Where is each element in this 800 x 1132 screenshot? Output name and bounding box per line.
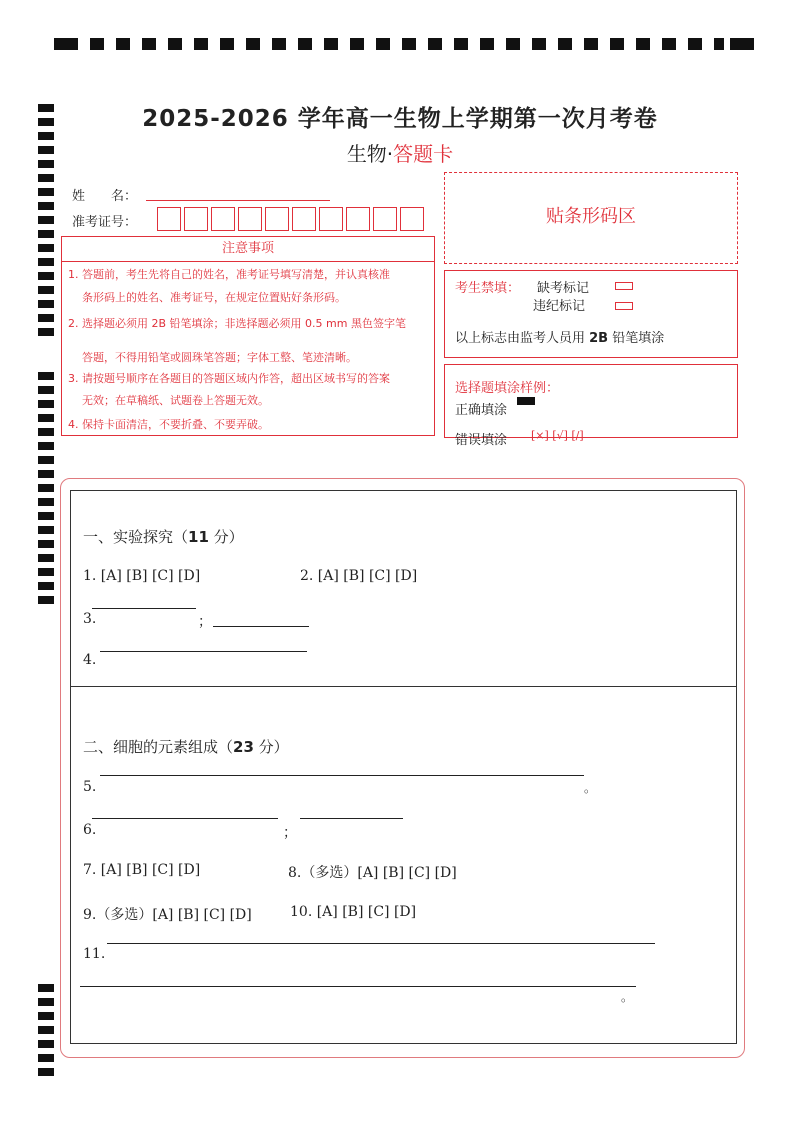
notice-item: 答题，不得用铅笔或圆珠笔答题；字体工整、笔迹清晰。: [82, 351, 357, 364]
question-4-blank[interactable]: [100, 651, 307, 652]
name-field[interactable]: [146, 200, 330, 201]
notice-item: 4. 保持卡面清洁，不要折叠、不要弄破。: [68, 418, 269, 431]
page-subtitle: [0, 138, 800, 167]
question-6-blank-1[interactable]: [92, 818, 278, 819]
correct-fill-sample: [517, 397, 535, 405]
absent-mark-box[interactable]: [615, 282, 633, 290]
question-11-end: 。: [621, 990, 634, 1004]
question-6-separator: ；: [283, 825, 297, 841]
question-3-blank-2[interactable]: [213, 626, 309, 627]
fill-sample-box: [444, 364, 738, 448]
question-5-end: 。: [584, 781, 597, 795]
question-3-label: 3.: [83, 611, 97, 627]
question-11-label: 11.: [83, 946, 106, 962]
question-3-blank-1[interactable]: [92, 608, 196, 609]
notice-item: 3. 请按题号顺序在各题目的答题区域内作答，超出区域书写的答案: [68, 372, 390, 385]
section1-heading: 一、实验探究（11 分）: [83, 528, 244, 546]
wrong-fill-label: 错误填涂: [455, 433, 508, 448]
correct-fill-label: 正确填涂: [455, 403, 508, 418]
question-10-options[interactable]: 10. [A] [B] [C] [D]: [290, 904, 417, 920]
question-5-blank[interactable]: [100, 775, 584, 776]
question-3-separator: ；: [198, 614, 212, 630]
question-11-blank-2[interactable]: [80, 986, 636, 987]
fill-sample-label: 选择题填涂样例：: [455, 381, 560, 396]
notice-item: 2. 选择题必须用 2B 铅笔填涂；非选择题必须用 0.5 mm 黑色签字笔: [68, 317, 406, 330]
question-2-options[interactable]: 2. [A] [B] [C] [D]: [300, 568, 418, 584]
question-1-options[interactable]: 1. [A] [B] [C] [D]: [83, 568, 201, 584]
question-7-options[interactable]: 7. [A] [B] [C] [D]: [83, 862, 201, 878]
question-11-blank-1[interactable]: [107, 943, 655, 944]
examiner-note: 以上标志由监考人员用 2B 铅笔填涂: [455, 331, 665, 346]
name-label: 姓 名：: [72, 189, 138, 204]
violation-mark-label: 违纪标记: [533, 299, 586, 314]
violation-mark-box[interactable]: [615, 302, 633, 310]
subtitle-subject: 生物·: [346, 142, 394, 166]
question-5-label: 5.: [83, 779, 97, 795]
question-4-label: 4.: [83, 652, 97, 668]
notice-heading: 注意事项: [62, 237, 434, 262]
section-divider: [70, 686, 737, 687]
wrong-fill-samples: [×] [√] [/]: [531, 429, 584, 442]
question-6-label: 6.: [83, 822, 97, 838]
exam-id-label: 准考证号：: [72, 215, 138, 230]
question-8-options[interactable]: 8.（多选）[A] [B] [C] [D]: [288, 865, 457, 881]
notice-item: 1. 答题前，考生先将自己的姓名，准考证号填写清楚，并认真核准: [68, 268, 390, 281]
absent-mark-label: 缺考标记: [537, 281, 590, 296]
examiner-only-label: 考生禁填：: [455, 281, 521, 296]
subtitle-answer-sheet: 答题卡: [393, 142, 454, 166]
question-6-blank-2[interactable]: [300, 818, 403, 819]
notice-item: 条形码上的姓名、准考证号，在规定位置贴好条形码。: [82, 291, 346, 304]
barcode-area: 贴条形码区: [444, 172, 738, 264]
page-title: 2025-2026 学年高一生物上学期第一次月考卷: [142, 106, 658, 132]
notice-item: 无效；在草稿纸、试题卷上答题无效。: [82, 394, 269, 407]
section2-heading: 二、细胞的元素组成（23 分）: [83, 738, 289, 756]
question-9-options[interactable]: 9.（多选）[A] [B] [C] [D]: [83, 907, 252, 923]
examiner-only-box: [444, 270, 738, 358]
notice-box: [61, 236, 435, 436]
